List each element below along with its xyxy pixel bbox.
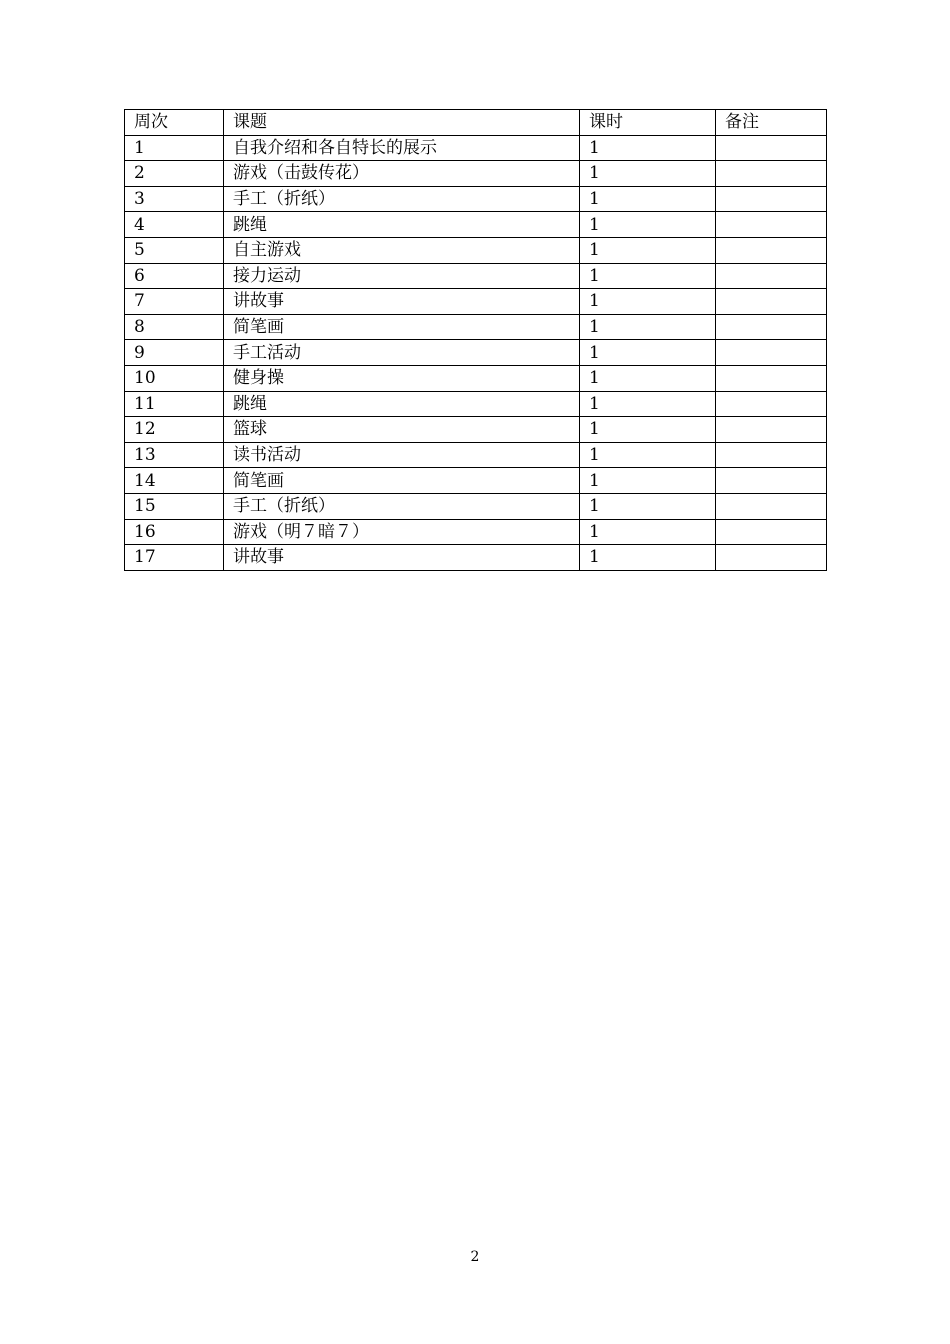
cell-hours: 1 (580, 417, 716, 443)
cell-hours: 1 (580, 468, 716, 494)
cell-topic: 讲故事 (224, 545, 580, 571)
cell-hours: 1 (580, 391, 716, 417)
cell-hours: 1 (580, 161, 716, 187)
cell-hours: 1 (580, 135, 716, 161)
table-header-row (125, 110, 827, 136)
cell-week: 2 (125, 161, 224, 187)
cell-hours: 1 (580, 545, 716, 571)
table-row (125, 186, 827, 212)
cell-hours: 1 (580, 442, 716, 468)
table-row (125, 161, 827, 187)
cell-note (716, 493, 827, 519)
table-body (125, 135, 827, 570)
header-week: 周次 (125, 110, 224, 136)
cell-note (716, 186, 827, 212)
cell-week: 9 (125, 340, 224, 366)
cell-hours: 1 (580, 519, 716, 545)
cell-week: 7 (125, 289, 224, 315)
cell-note (716, 314, 827, 340)
header-note: 备注 (716, 110, 827, 136)
cell-topic: 健身操 (224, 365, 580, 391)
cell-topic: 接力运动 (224, 263, 580, 289)
cell-hours: 1 (580, 493, 716, 519)
cell-week: 17 (125, 545, 224, 571)
table-row (125, 391, 827, 417)
cell-hours: 1 (580, 289, 716, 315)
table-row (125, 314, 827, 340)
cell-week: 16 (125, 519, 224, 545)
cell-week: 10 (125, 365, 224, 391)
table-row (125, 545, 827, 571)
cell-week: 5 (125, 237, 224, 263)
cell-week: 11 (125, 391, 224, 417)
cell-week: 15 (125, 493, 224, 519)
table-row (125, 417, 827, 443)
table-row (125, 365, 827, 391)
cell-note (716, 340, 827, 366)
cell-week: 6 (125, 263, 224, 289)
cell-topic: 读书活动 (224, 442, 580, 468)
cell-topic: 游戏（击鼓传花） (224, 161, 580, 187)
cell-note (716, 365, 827, 391)
cell-topic: 自我介绍和各自特长的展示 (224, 135, 580, 161)
cell-week: 12 (125, 417, 224, 443)
cell-topic: 手工（折纸） (224, 186, 580, 212)
cell-topic: 游戏（明７暗７） (224, 519, 580, 545)
cell-hours: 1 (580, 263, 716, 289)
table-row (125, 442, 827, 468)
cell-note (716, 545, 827, 571)
table-row (125, 468, 827, 494)
cell-note (716, 417, 827, 443)
cell-topic: 手工（折纸） (224, 493, 580, 519)
table-row (125, 263, 827, 289)
cell-week: 8 (125, 314, 224, 340)
table-row (125, 519, 827, 545)
table-row (125, 340, 827, 366)
course-schedule-table (124, 109, 827, 571)
header-topic: 课题 (224, 110, 580, 136)
page-number: 2 (470, 1249, 480, 1265)
cell-note (716, 289, 827, 315)
cell-note (716, 391, 827, 417)
cell-topic: 自主游戏 (224, 237, 580, 263)
cell-note (716, 442, 827, 468)
table-row (125, 212, 827, 238)
cell-topic: 篮球 (224, 417, 580, 443)
table-row (125, 493, 827, 519)
cell-hours: 1 (580, 237, 716, 263)
cell-note (716, 519, 827, 545)
header-hours: 课时 (580, 110, 716, 136)
cell-week: 13 (125, 442, 224, 468)
cell-hours: 1 (580, 212, 716, 238)
cell-note (716, 237, 827, 263)
cell-note (716, 135, 827, 161)
cell-week: 1 (125, 135, 224, 161)
cell-hours: 1 (580, 314, 716, 340)
cell-topic: 讲故事 (224, 289, 580, 315)
table-row (125, 135, 827, 161)
cell-topic: 简笔画 (224, 314, 580, 340)
cell-hours: 1 (580, 186, 716, 212)
cell-week: 4 (125, 212, 224, 238)
cell-week: 14 (125, 468, 224, 494)
cell-topic: 跳绳 (224, 391, 580, 417)
table-row (125, 289, 827, 315)
cell-hours: 1 (580, 340, 716, 366)
cell-note (716, 468, 827, 494)
cell-topic: 简笔画 (224, 468, 580, 494)
cell-hours: 1 (580, 365, 716, 391)
table-row (125, 237, 827, 263)
cell-week: 3 (125, 186, 224, 212)
cell-note (716, 212, 827, 238)
cell-note (716, 263, 827, 289)
cell-topic: 跳绳 (224, 212, 580, 238)
cell-topic: 手工活动 (224, 340, 580, 366)
cell-note (716, 161, 827, 187)
